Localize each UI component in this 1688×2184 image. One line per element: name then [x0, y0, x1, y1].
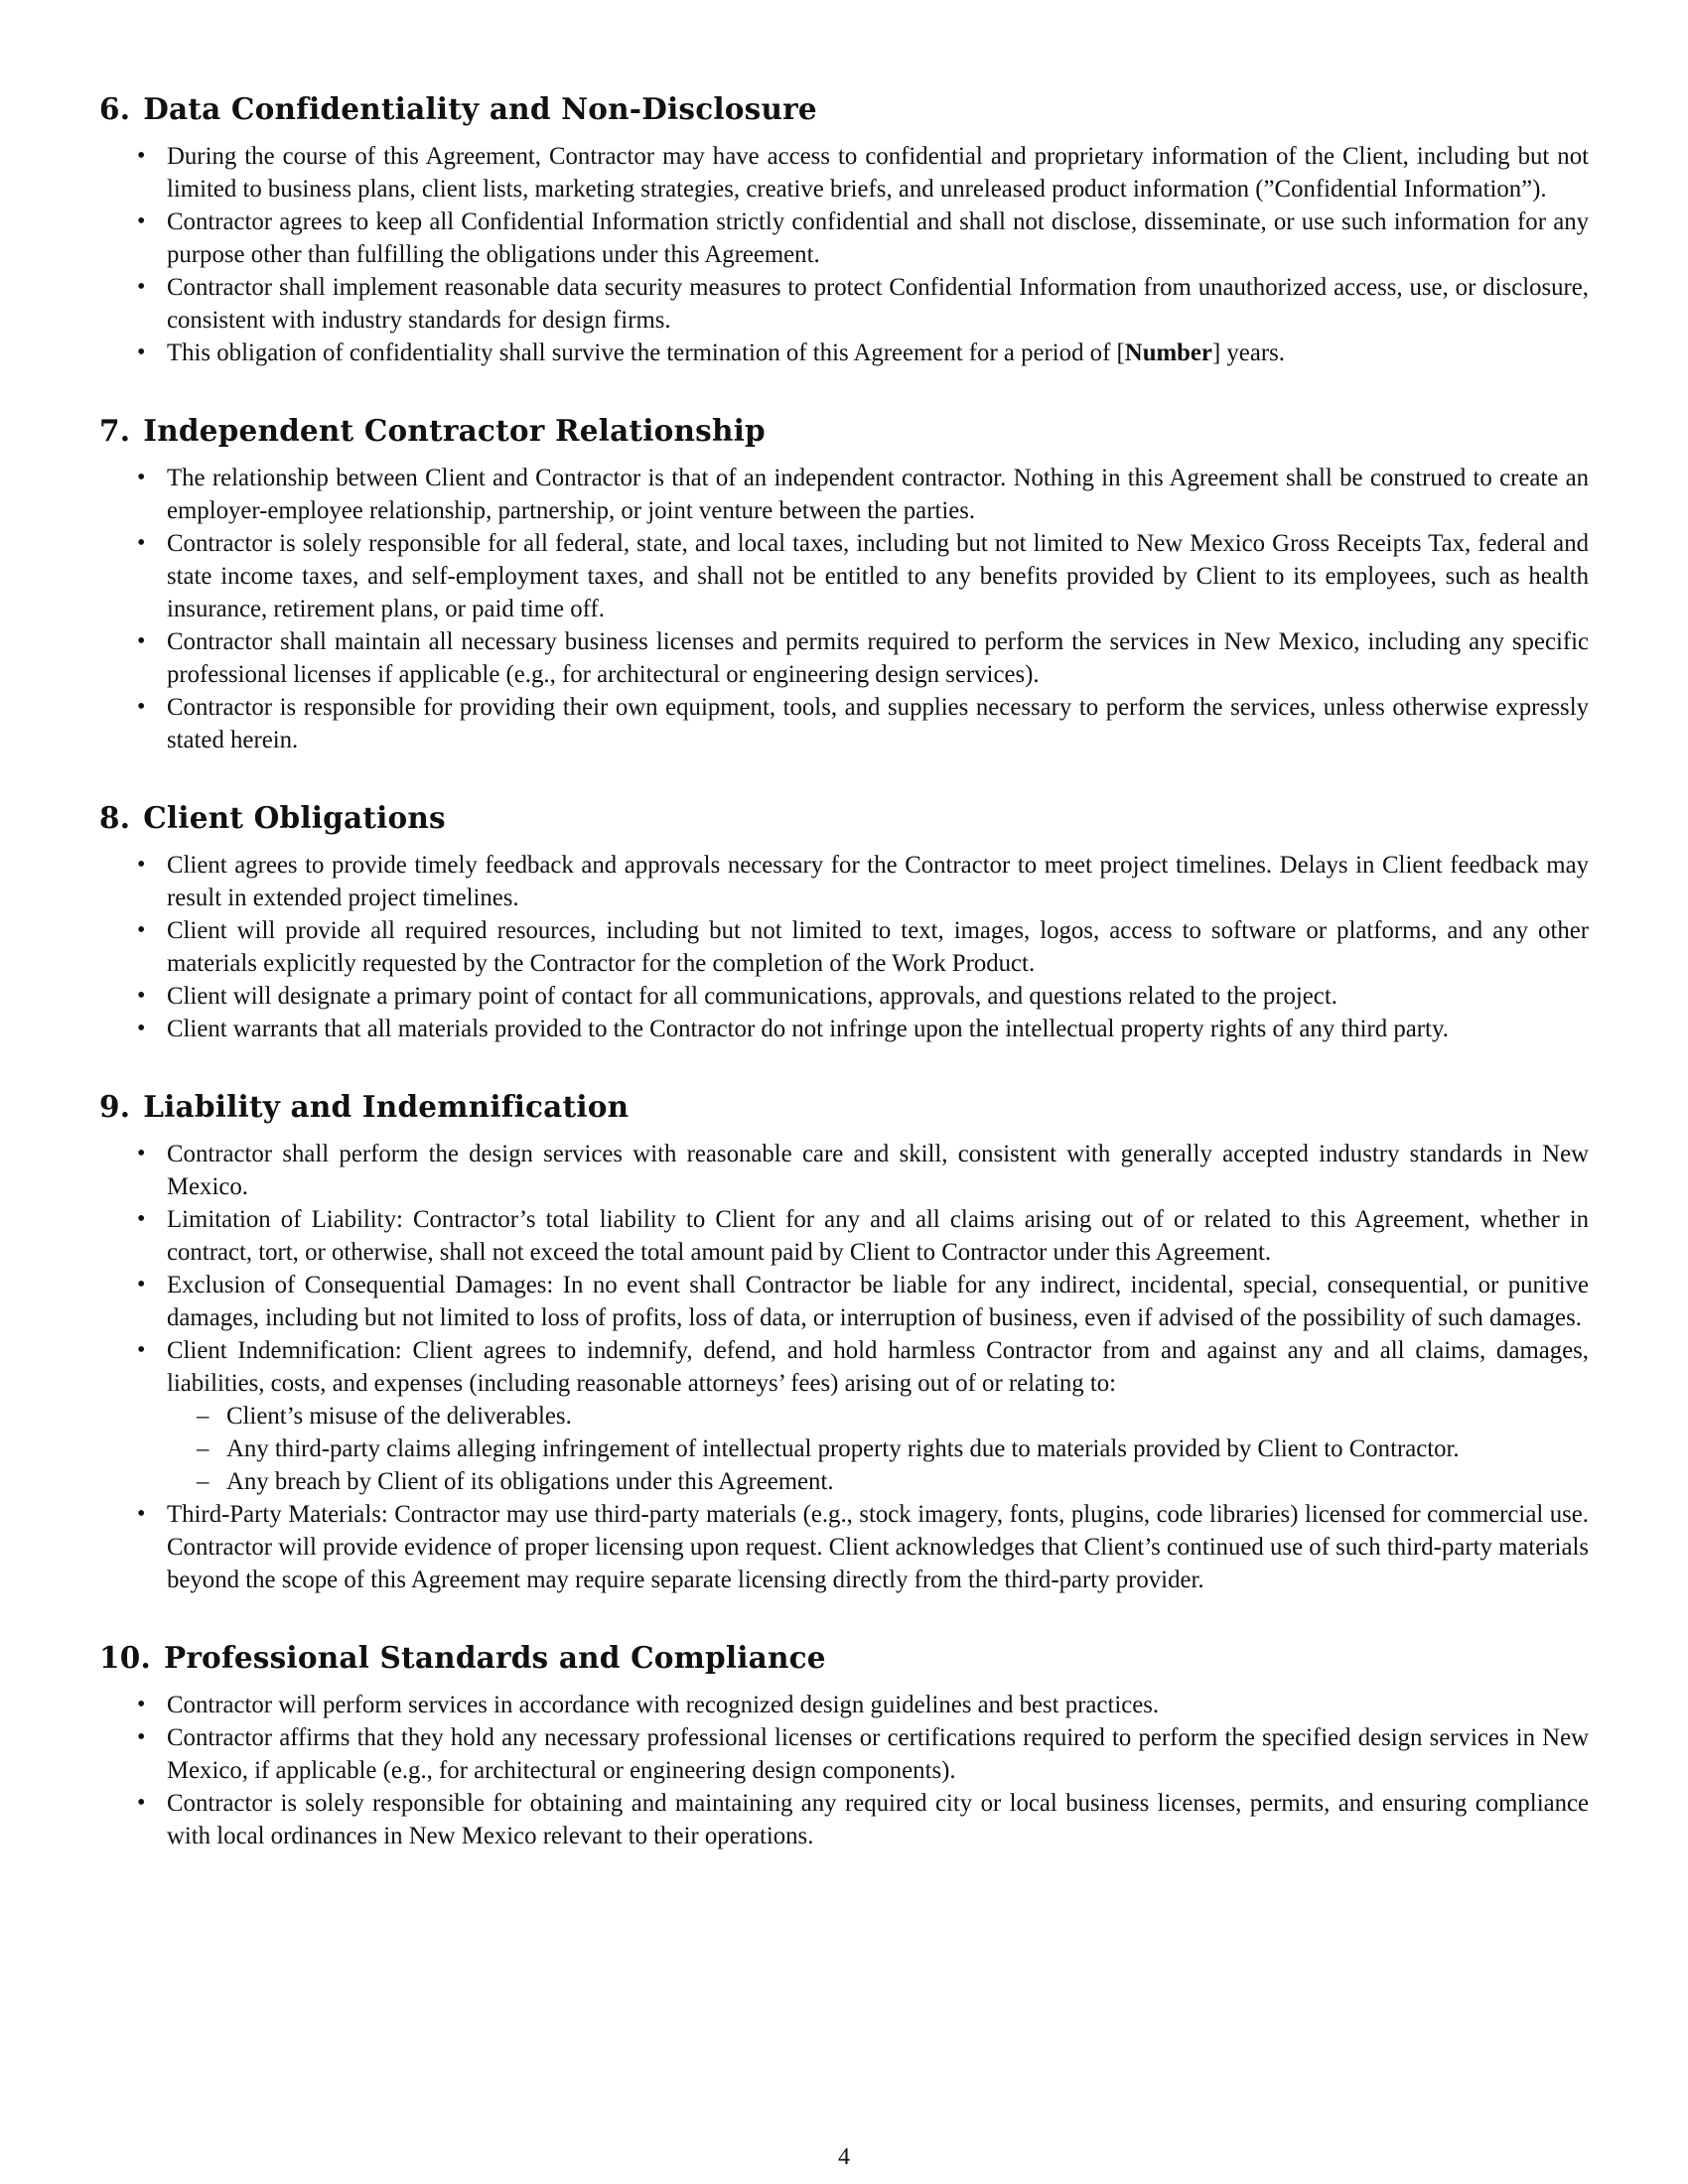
list-item: [99, 337, 1589, 369]
section-9: [99, 1089, 1589, 1596]
section-heading: [99, 413, 1589, 448]
section-title: Data Confidentiality and Non-Disclosure: [143, 91, 817, 126]
bullet-list: [99, 462, 1589, 756]
list-item: • Contractor affirms that they hold any necessary professional licenses or certifications required to perform the specified design services in New Mexico, if applicable (e.g., for architectural or engineering design components).: [99, 1721, 1589, 1787]
section-title: Client Obligations: [143, 800, 446, 835]
list-item: • Contractor agrees to keep all Confidential Information strictly confidential and shall not disclose, disseminate, or use such information for any purpose other than fulfilling the obligations under this Agreement.: [99, 205, 1589, 271]
section-title: Independent Contractor Relationship: [143, 413, 766, 448]
list-item: [99, 1334, 1589, 1498]
list-item: • Contractor is solely responsible for obtaining and maintaining any required city or local business licenses, permits, and ensuring compliance with local ordinances in New Mexico relevant to their operations.: [99, 1787, 1589, 1852]
section-6: [99, 91, 1589, 369]
item-text: This obligation of confidentiality shall survive the termination of this Agreement for a period of [: [167, 340, 1125, 366]
bullet-list: [99, 849, 1589, 1045]
list-item: • Contractor shall maintain all necessary business licenses and permits required to perform the services in New Mexico, including any specific professional licenses if applicable (e.g., for architectural or engineering design services).: [99, 625, 1589, 691]
section-7: [99, 413, 1589, 756]
placeholder-number: Number: [1124, 340, 1212, 366]
section-heading: [99, 91, 1589, 126]
section-title: Liability and Indemnification: [143, 1089, 630, 1124]
list-item: • Contractor is solely responsible for all federal, state, and local taxes, including but not limited to New Mexico Gross Receipts Tax, federal and state income taxes, and self-employment taxes, and shall not be entitled to any benefits provided by Client to its employees, such as health insurance, retirement plans, or paid time off.: [99, 527, 1589, 625]
sub-list-item: – Client’s misuse of the deliverables.: [167, 1400, 1589, 1433]
list-item: • Client will provide all required resources, including but not limited to text, images, logos, access to software or platforms, and any other materials explicitly requested by the Contractor for the completion of the Work Product.: [99, 914, 1589, 980]
list-item: • Exclusion of Consequential Damages: In no event shall Contractor be liable for any indirect, incidental, special, consequential, or punitive damages, including but not limited to loss of profits, loss of data, or interruption of business, even if advised of the possibility of such damages.: [99, 1269, 1589, 1334]
list-item: • Client agrees to provide timely feedback and approvals necessary for the Contractor to meet project timelines. Delays in Client feedback may result in extended project timelines.: [99, 849, 1589, 914]
document-page: [99, 91, 1589, 1896]
list-item: • During the course of this Agreement, Contractor may have access to confidential and proprietary information of the Client, including but not limited to business plans, client lists, marketing strategies, creative briefs, and unreleased product information (”Confidential Information”).: [99, 140, 1589, 205]
section-heading: [99, 1640, 1589, 1675]
bullet-list: [99, 1689, 1589, 1852]
bullet-list: [99, 1138, 1589, 1596]
section-10: [99, 1640, 1589, 1852]
section-title: Professional Standards and Compliance: [163, 1640, 826, 1675]
sub-list-item: – Any breach by Client of its obligations under this Agreement.: [167, 1465, 1589, 1498]
sub-list: [167, 1400, 1589, 1498]
page-number: 4: [838, 2144, 850, 2170]
list-item: • Contractor shall perform the design services with reasonable care and skill, consistent with generally accepted industry standards in New Mexico.: [99, 1138, 1589, 1203]
section-8: [99, 800, 1589, 1045]
list-item: • The relationship between Client and Contractor is that of an independent contractor. Nothing in this Agreement shall be construed to create an employer-employee relationship, partnership, or joint venture between the parties.: [99, 462, 1589, 527]
list-item: • Limitation of Liability: Contractor’s total liability to Client for any and all claims arising out of or related to this Agreement, whether in contract, tort, or otherwise, shall not exceed the total amount paid by Client to Contractor under this Agreement.: [99, 1203, 1589, 1269]
section-number: 7.: [99, 413, 131, 448]
section-number: 8.: [99, 800, 131, 835]
bullet-list: [99, 140, 1589, 369]
section-number: 6.: [99, 91, 131, 126]
list-item: • Contractor will perform services in accordance with recognized design guidelines and best practices.: [99, 1689, 1589, 1721]
sub-list-item: – Any third-party claims alleging infringement of intellectual property rights due to materials provided by Client to Contractor.: [167, 1433, 1589, 1465]
section-number: 9.: [99, 1089, 131, 1124]
item-text: ] years.: [1211, 340, 1285, 366]
list-item: • Client will designate a primary point of contact for all communications, approvals, and questions related to the project.: [99, 980, 1589, 1013]
list-item: • Contractor shall implement reasonable data security measures to protect Confidential Information from unauthorized access, use, or disclosure, consistent with industry standards for design firms.: [99, 271, 1589, 337]
list-item: • Contractor is responsible for providing their own equipment, tools, and supplies necessary to perform the services, unless otherwise expressly stated herein.: [99, 691, 1589, 756]
section-number: 10.: [99, 1640, 151, 1675]
section-heading: [99, 1089, 1589, 1124]
list-item: • Client warrants that all materials provided to the Contractor do not infringe upon the intellectual property rights of any third party.: [99, 1013, 1589, 1045]
item-text: Client Indemnification: Client agrees to indemnify, defend, and hold harmless Contractor from and against any and all claims, damages, liabilities, costs, and expenses (including reasonable attorneys’ fees) arising out of or relating to:: [167, 1337, 1589, 1397]
section-heading: [99, 800, 1589, 835]
list-item: • Third-Party Materials: Contractor may use third-party materials (e.g., stock imagery, fonts, plugins, code libraries) licensed for commercial use. Contractor will provide evidence of proper licensing upon request. Client acknowledges that Client’s continued use of such third-party materials beyond the scope of this Agreement may require separate licensing directly from the third-party provider.: [99, 1498, 1589, 1596]
